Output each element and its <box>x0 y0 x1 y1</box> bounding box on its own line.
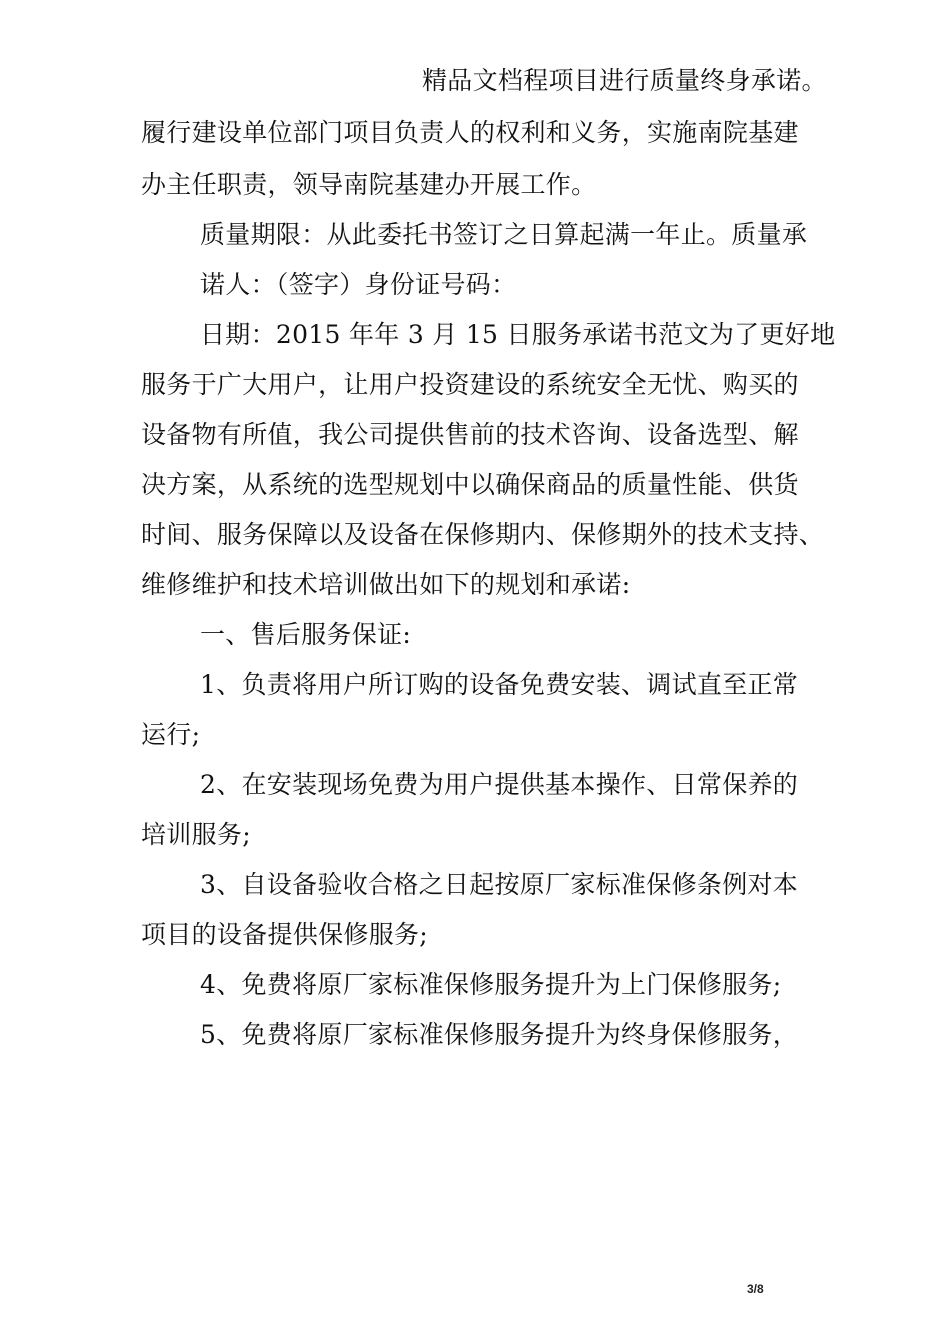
page-number: 3/8 <box>747 1282 764 1296</box>
text-line-16: 培训服务; <box>141 820 251 849</box>
text-line-19: 4、免费将原厂家标准保修服务提升为上门保修服务; <box>200 970 782 999</box>
text-line-12: 一、售后服务保证: <box>200 620 412 649</box>
text-line-3: 办主任职责，领导南院基建办开展工作。 <box>141 170 597 199</box>
text-line-2: 履行建设单位部门项目负责人的权利和义务，实施南院基建 <box>141 118 799 147</box>
text-line-18: 项目的设备提供保修服务; <box>141 920 429 949</box>
text-line-13: 1、负责将用户所订购的设备免费安装、调试直至正常 <box>200 670 799 699</box>
text-line-9: 决方案，从系统的选型规划中以确保商品的质量性能、供货 <box>141 470 799 499</box>
text-line-8: 设备物有所值，我公司提供售前的技术咨询、设备选型、解 <box>141 420 799 449</box>
text-line-20: 5、免费将原厂家标准保修服务提升为终身保修服务， <box>200 1020 799 1049</box>
text-line-4: 质量期限：从此委托书签订之日算起满一年止。质量承 <box>200 220 808 249</box>
text-line-11: 维修维护和技术培训做出如下的规划和承诺: <box>141 570 631 599</box>
text-line-5: 诺人：（签字）身份证号码： <box>200 270 517 299</box>
text-line-14: 运行; <box>141 720 201 749</box>
text-line-15: 2、在安装现场免费为用户提供基本操作、日常保养的 <box>200 770 799 799</box>
text-line-1: 精品文档程项目进行质量终身承诺。 <box>422 66 827 95</box>
text-line-7: 服务于广大用户，让用户投资建设的系统安全无忧、购买的 <box>141 370 799 399</box>
text-line-6: 日期：2015 年年 3 月 15 日服务承诺书范文为了更好地 <box>200 320 836 349</box>
text-line-10: 时间、服务保障以及设备在保修期内、保修期外的技术支持、 <box>141 520 825 549</box>
text-line-17: 3、自设备验收合格之日起按原厂家标准保修条例对本 <box>200 870 799 899</box>
